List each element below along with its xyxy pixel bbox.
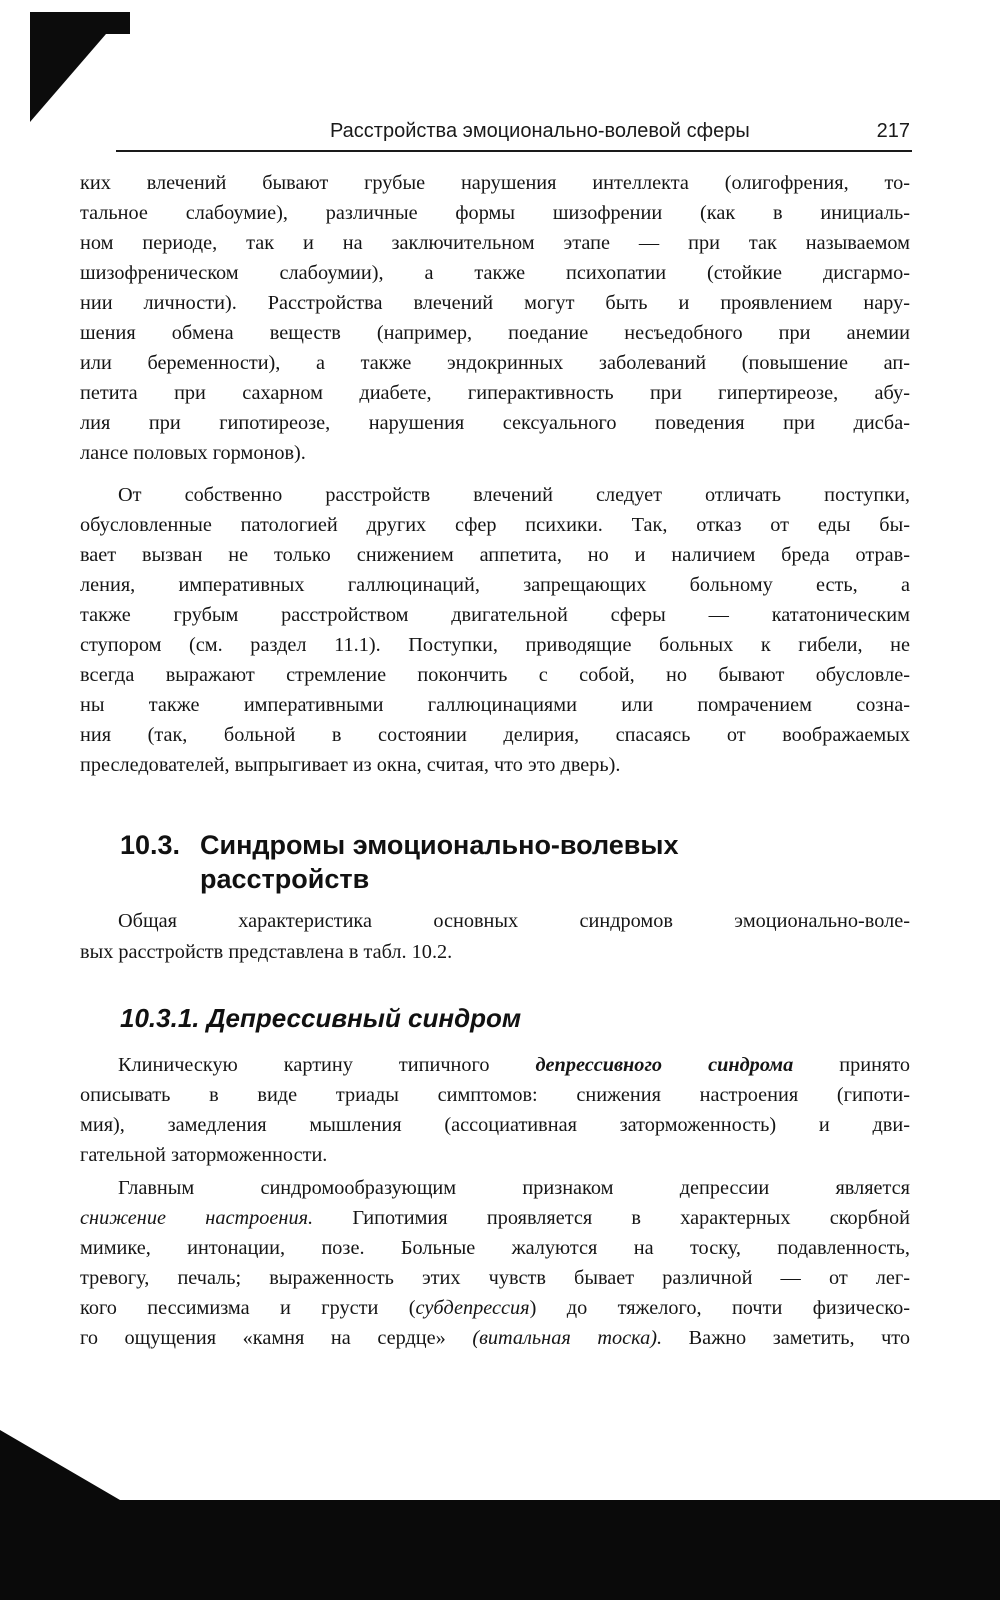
scan-shadow-top-band [30, 12, 130, 34]
paragraph-drive-disorders [80, 168, 910, 468]
running-head-title: Расстройства эмоционально-волевой сферы [330, 120, 750, 142]
scan-shadow-bottom [0, 1500, 1000, 1600]
term-subdepression: субдепрессия [415, 1297, 530, 1319]
section-title-line1: Синдромы эмоционально-волевых [200, 830, 679, 860]
text-line: или беременности), а также эндокринных заболеваний (повышение ап- [80, 352, 910, 374]
text-line: ступором (см. раздел 11.1). Поступки, приводящие больных к гибели, не [80, 634, 910, 656]
text-line [80, 1293, 910, 1323]
text-line [80, 1323, 910, 1353]
section-intro [80, 906, 910, 968]
paragraph-mood [80, 1173, 910, 1353]
text-line: ном периоде, так и на заключительном этапе — при так называемом [80, 232, 910, 254]
text-line: описывать в виде триады симптомов: снижения настроения (гипоти- [80, 1084, 910, 1106]
scan-shadow-bottom-wedge [0, 1430, 120, 1500]
text-line [80, 1050, 910, 1080]
subsection-title: Депрессивный синдром [206, 1003, 522, 1033]
text-line [80, 1203, 910, 1233]
text-line: Общая характеристика основных синдромов эмоционально-воле- [118, 910, 910, 932]
text-line: шизофреническом слабоумии), а также психопатии (стойкие дисгармо- [80, 262, 910, 284]
text-line: петита при сахарном диабете, гиперактивность при гипертиреозе, абу- [80, 382, 910, 404]
text-line: ких влечений бывают грубые нарушения интеллекта (олигофрения, то- [80, 172, 910, 194]
text-line: лия при гипотиреозе, нарушения сексуального поведения при дисба- [80, 412, 910, 434]
section-number: 10.3. [120, 830, 181, 860]
text-line: тальное слабоумие), различные формы шизофрении (как в инициаль- [80, 202, 910, 224]
term-vital-anguish: (витальная тоска). [472, 1327, 663, 1349]
text-run: кого пессимизма и грусти ( [80, 1297, 416, 1319]
text-line: шения обмена веществ (например, поедание несъедобного при анемии [80, 322, 910, 344]
text-line: также грубым расстройством двигательной сферы — кататоническим [80, 604, 910, 626]
text-line: От собственно расстройств влечений следует отличать поступки, [118, 484, 910, 506]
section-heading [120, 828, 678, 896]
text-line: вых расстройств представлена в табл. 10.2. [80, 941, 453, 963]
page-number: 217 [876, 120, 910, 142]
text-line: преследователей, выпрыгивает из окна, считая, что это дверь). [80, 754, 621, 776]
text-line: мия), замедления мышления (ассоциативная заторможенность) и дви- [80, 1114, 910, 1136]
text-line: обусловленные патологией других сфер психики. Так, отказ от еды бы- [80, 514, 910, 536]
text-run: Клиническую картину типичного [118, 1054, 536, 1076]
text-run: Важно заметить, что [662, 1327, 911, 1349]
subsection-heading [120, 1003, 521, 1034]
text-run: Гипотимия проявляется в характерных скорбной [313, 1207, 910, 1229]
text-line: всегда выражают стремление покончить с собой, но бывают обусловле- [80, 664, 910, 686]
text-run: ) до тяжелого, почти физическо- [529, 1297, 911, 1319]
term-depressive-syndrome: депрессивного синдрома [535, 1054, 794, 1076]
text-line: лансе половых гормонов). [80, 442, 306, 464]
text-run: го ощущения «камня на сердце» [80, 1327, 473, 1349]
text-line: ния (так, больной в состоянии делирия, спасаясь от воображаемых [80, 724, 910, 746]
text-line: гательной заторможенности. [80, 1144, 328, 1166]
text-line: тревогу, печаль; выраженность этих чувств бывает различной — от лег- [80, 1267, 910, 1289]
paragraph-actions [80, 480, 910, 780]
text-line: Главным синдромообразующим признаком депрессии является [118, 1177, 910, 1199]
text-line: нии личности). Расстройства влечений могут быть и проявлением нару- [80, 292, 910, 314]
text-line: мимике, интонации, позе. Больные жалуются на тоску, подавленность, [80, 1237, 910, 1259]
subsection-number: 10.3.1. [120, 1003, 200, 1033]
section-title-line2: расстройств [200, 864, 370, 894]
text-run: принято [793, 1054, 910, 1076]
term-low-mood: снижение настроения. [80, 1207, 314, 1229]
header-rule [116, 150, 912, 152]
paragraph-triad [80, 1050, 910, 1170]
text-line: ны также императивными галлюцинациями или помрачением созна- [80, 694, 910, 716]
text-line: ления, императивных галлюцинаций, запрещающих больному есть, а [80, 574, 910, 596]
text-line: вает вызван не только снижением аппетита, но и наличием бреда отрав- [80, 544, 910, 566]
